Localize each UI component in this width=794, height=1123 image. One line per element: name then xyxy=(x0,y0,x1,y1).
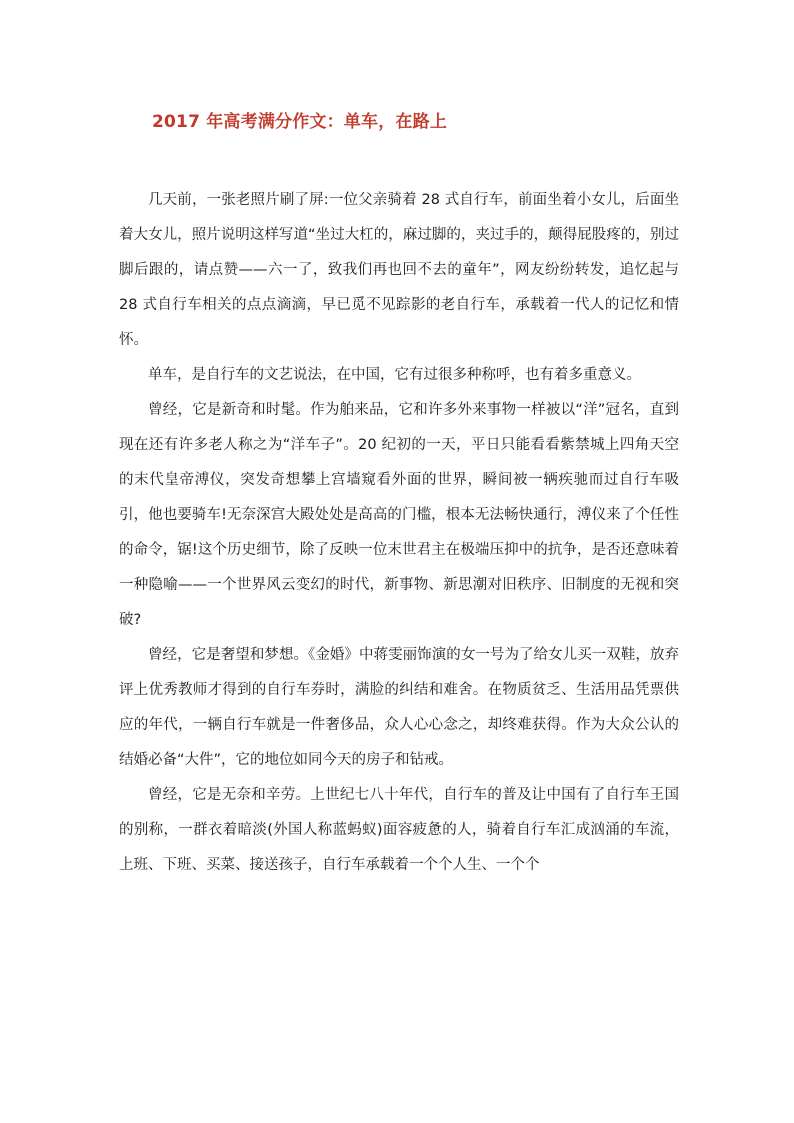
paragraph-2: 单车，是自行车的文艺说法，在中国，它有过很多种称呼，也有着多重意义。 xyxy=(148,367,641,383)
paragraph-3: 曾经，它是新奇和时髦。作为舶来品，它和许多外来事物一样被以“洋”冠名，直到现在还有许多老人称之为“洋车子”。20 纪初的一天，平日只能看看紫禁城上四角天空的末代皇帝溥仪，突发奇想攀上宫墙窥看外面的世界，瞬间被一辆疾驰而过自行车吸引，他也要骑车!无奈深宫大殿处处是高高的门槛，根本无法畅快通行，溥仪来了个任性的命令，锯!这个历史细节，除了反映一位末世君主在极端压抑中的抗争，是否还意味着一种隐喻——一个世界风云变幻的时代，新事物、新思潮对旧秩序、旧制度的无视和突破? xyxy=(119,402,679,628)
paragraph-4: 曾经，它是奢望和梦想。《金婚》中蒋雯丽饰演的女一号为了给女儿买一双鞋，放弃评上优秀教师才得到的自行车券时，满脸的纠结和难舍。在物质贫乏、生活用品凭票供应的年代，一辆自行车就是一件奢侈品，众人心心念之，却终难获得。作为大众公认的结婚必备“大件”，它的地位如同今天的房子和钻戒。 xyxy=(119,647,679,768)
document-title: 2017 年高考满分作文：单车，在路上 xyxy=(152,112,448,132)
paragraph-1: 几天前，一张老照片刷了屏:一位父亲骑着 28 式自行车，前面坐着小女儿，后面坐着大女儿，照片说明这样写道“坐过大杠的，麻过脚的，夹过手的，颠得屁股疼的，别过脚后跟的，请点赞——六一了，致我们再也回不去的童年”，网友纷纷转发，追忆起与 28 式自行车相关的点点滴滴，早已觅不见踪影的老自行车，承载着一代人的记忆和情怀。 xyxy=(119,192,679,348)
paragraph-5: 曾经，它是无奈和辛劳。上世纪七八十年代，自行车的普及让中国有了自行车王国的别称，一群衣着暗淡(外国人称蓝蚂蚁)面容疲惫的人，骑着自行车汇成汹涌的车流，上班、下班、买菜、接送孩子，自行车承载着一个个人生、一个个 xyxy=(119,787,679,873)
document-body xyxy=(119,183,679,883)
